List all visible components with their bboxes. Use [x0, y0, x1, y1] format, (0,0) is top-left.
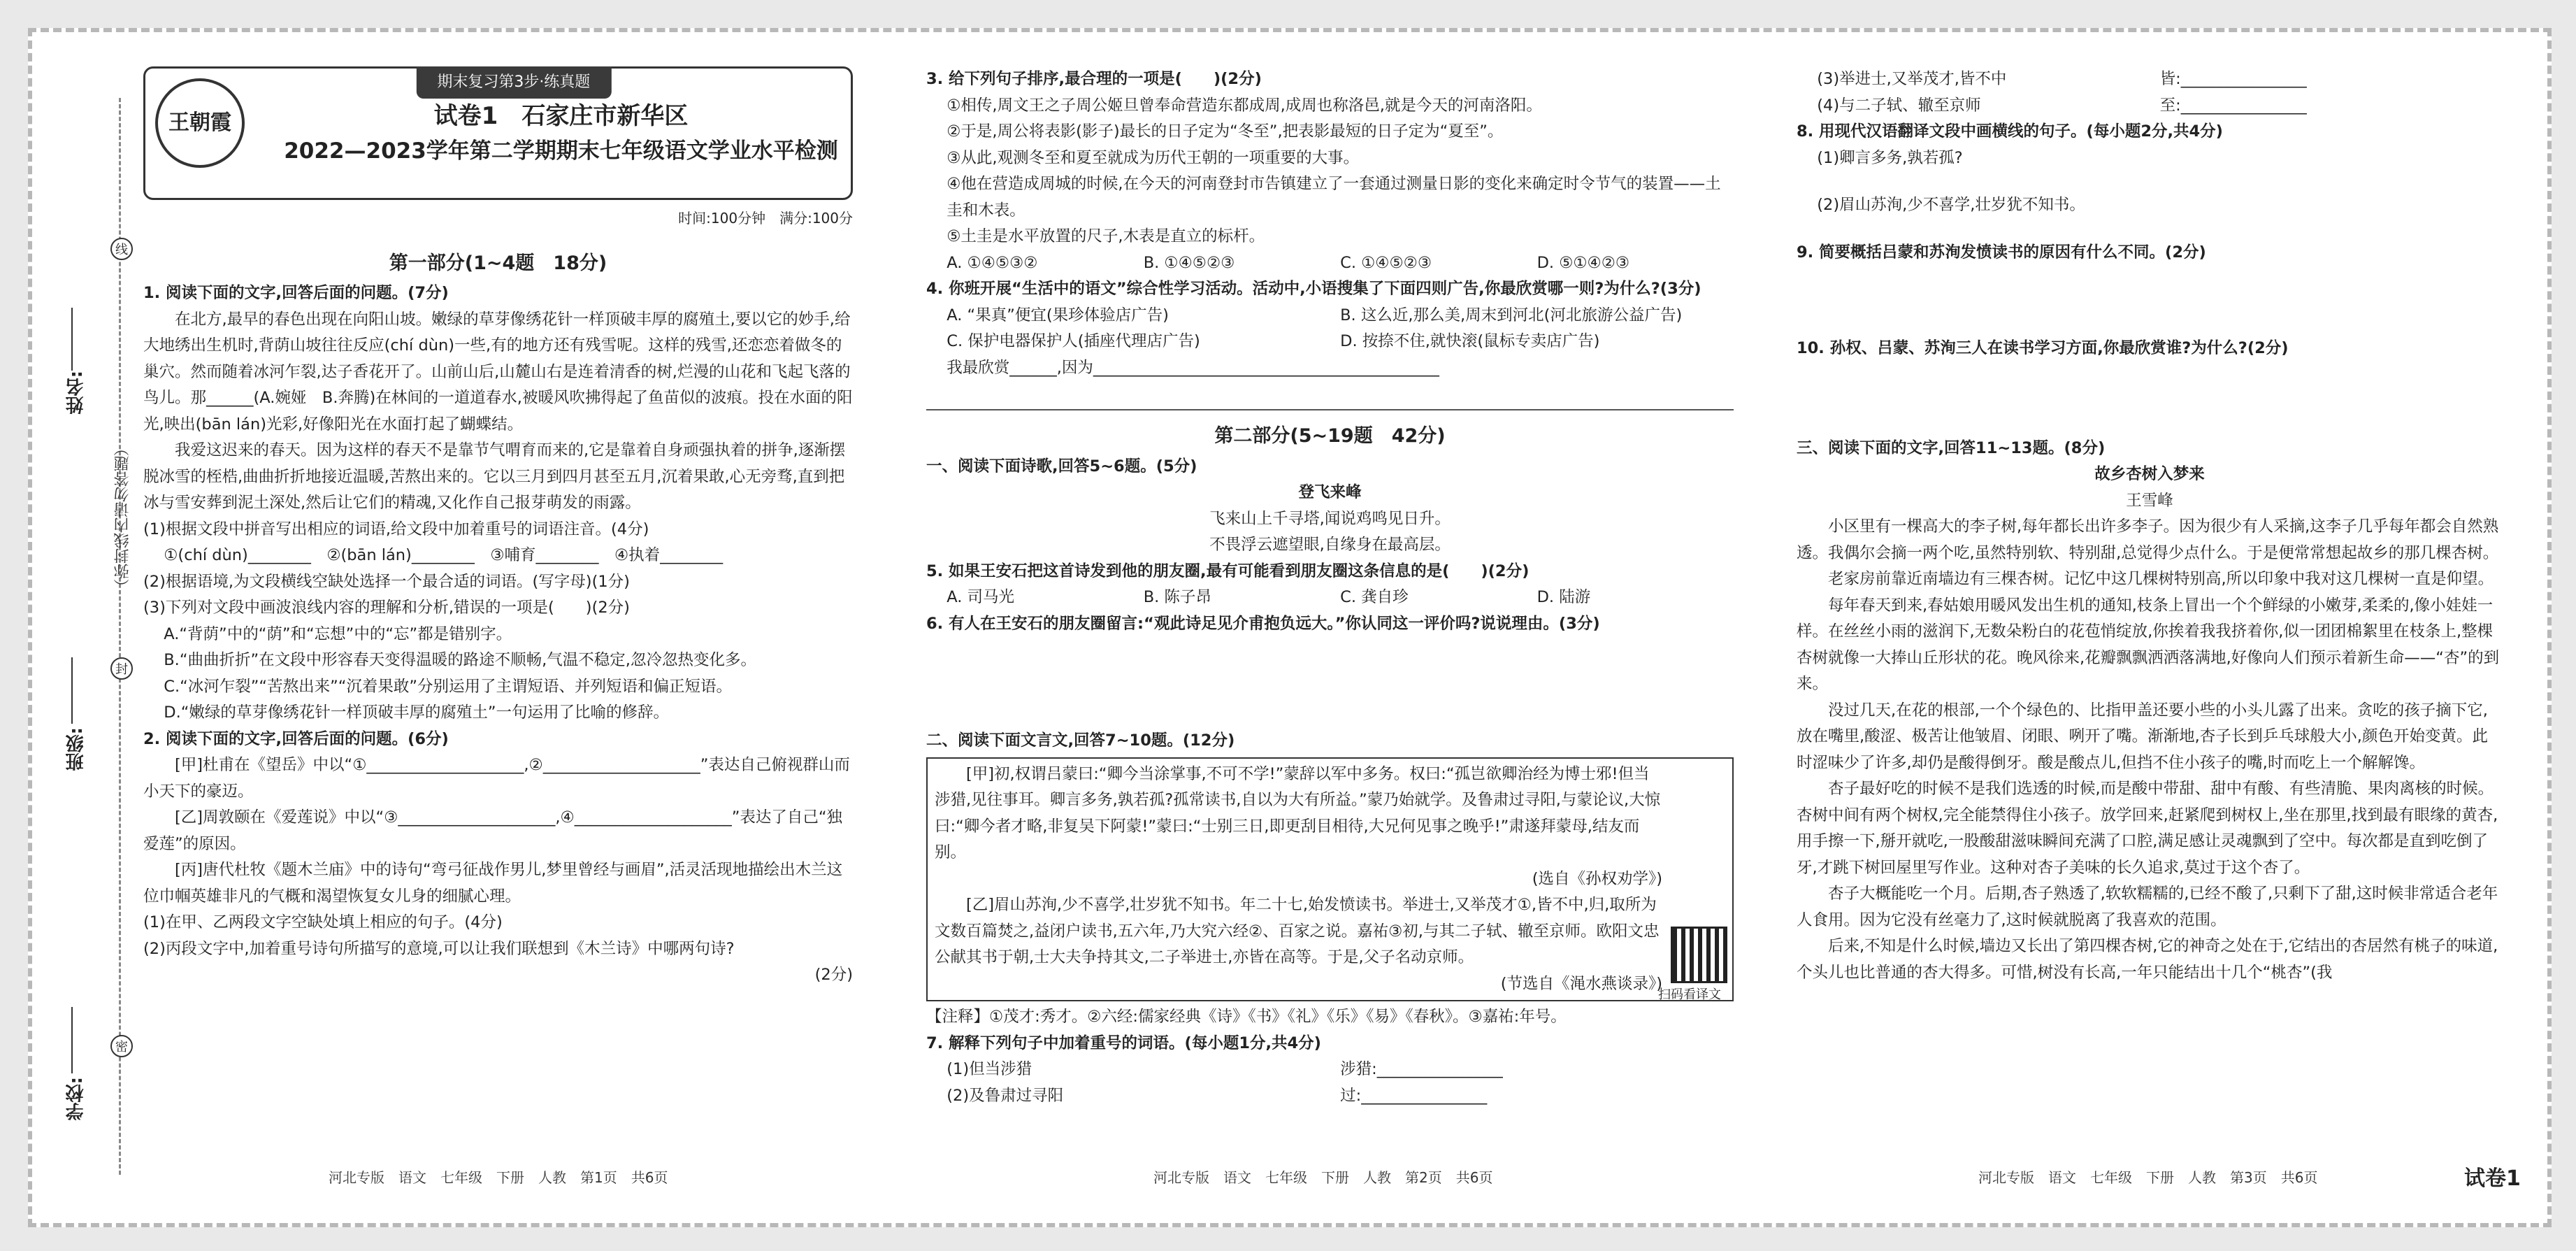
q8-item-2: (2)眉山苏洵,少不喜学,壮岁犹不知书。: [1817, 196, 2085, 214]
q4-option-b[interactable]: B. 这么近,那么美,周末到河北(河北旅游公益广告): [1340, 306, 1683, 324]
q2-title: 2. 阅读下面的文字,回答后面的问题。(6分): [143, 729, 449, 748]
name-label: 姓名:: [66, 371, 87, 415]
q7-row-2: [926, 1083, 1734, 1110]
q1-sub3-c: C.“冰河乍裂”“苦熬出来”“沉着果敢”分别运用了主谓短语、并列短语和偏正短语。: [164, 677, 733, 696]
q4-option-d[interactable]: D. 按捺不住,就快滚(鼠标专卖店广告): [1340, 332, 1600, 350]
q2-sub1: (1)在甲、乙两段文字空缺处填上相应的句子。(4分): [143, 913, 503, 931]
q4-answer-line[interactable]: 我最欣赏______,因为____________________________________________: [947, 358, 1439, 377]
q1-sub1-items: ①(chí dùn)________ ②(bān lán)________ ③哺育________ ④执着________: [164, 546, 724, 564]
footer-page-3: 河北专版 语文 七年级 下册 人教 第3页 共6页: [1978, 1169, 2318, 1186]
q1-sub3-d: D.“嫩绿的草芽像绣花针一样顶破丰厚的腐殖土”一句运用了比喻的修辞。: [164, 703, 670, 722]
q4-option-c[interactable]: C. 保护电器保护人(插座代理店广告): [947, 332, 1200, 350]
q7-row-4: [1797, 93, 2503, 120]
q7-blank-1[interactable]: 涉猎:________________: [1340, 1060, 1503, 1078]
qr-code[interactable]: [1671, 927, 1727, 983]
seal-mark-3: 密: [110, 1035, 133, 1057]
paper-label: 试卷1: [2464, 1166, 2521, 1191]
class-label: 班级:: [66, 727, 87, 771]
q1-passage-2: 我爱这迟来的春天。因为这样的春天不是靠节气喟育而来的,它是靠着自身顽强执着的拼争,逐渐摆脱冰雪的桎梏,曲曲折折地接近温暖,苦熬出来的。它以三月到四月甚至五月,沉着果敢,心无旁骛,直到把冰与雪安葬到泥土深处,然后让它们的精魂,又化作自己报芽萌发的雨露。: [143, 441, 846, 512]
q1-sub3-a: A.“背荫”中的“荫”和“忘想”中的“忘”都是错别字。: [164, 624, 512, 643]
text-yi: [乙]眉山苏洵,少不喜学,壮岁犹不知书。年二十七,始发愤读书。举进士,又举茂才①,皆不中,归,取所为文数百篇焚之,益闭户读书,五六年,乃大究六经②、百家之说。嘉祐③初,与其二子轼、辙至京师。欧阳文忠公献其书于朝,士大夫争持其文,二子举进士,亦皆在高等。于是,父子名动京师。: [935, 896, 1660, 966]
notes: 【注释】①茂才:秀才。②六经:儒家经典《诗》《书》《礼》《乐》《易》《春秋》。③嘉祐:年号。: [926, 1008, 1567, 1026]
poem-line-2: 不畏浮云遮望眼,自缘身在最高层。: [1209, 536, 1451, 554]
essay-paragraph-4: 没过几天,在花的根部,一个个绿色的、比指甲盖还要小些的小头儿露了出来。贪吃的孩子摘下它,放在嘴里,酸涩、极苦让他皱眉、闭眼、咧开了嘴。渐渐地,杏子长到乒乓球般大小,颜色开始变黄。此时涩味少了许多,却仍是酸得倒牙。酸是酸点儿,但挡不住小孩子的嘴,时而吃上一个解解馋。: [1797, 701, 2488, 772]
q2-sub2-score: (2分): [814, 966, 853, 984]
q8-answer-space-2[interactable]: [1797, 219, 2503, 240]
essay-paragraph-2: 老家房前靠近南墙边有三棵杏树。记忆中这几棵树特别高,所以印象中我对这几棵树一直是仰望。: [1828, 570, 2494, 588]
footer-page-1: 河北专版 语文 七年级 下册 人教 第1页 共6页: [329, 1169, 668, 1186]
q7-item-2: (2)及鲁肃过寻阳: [947, 1086, 1064, 1105]
q3-sentence-2: ②于是,周公将表影(影子)最长的日子定为“冬至”,把表影最短的日子定为“夏至”。: [947, 122, 1504, 141]
q1-title: 1. 阅读下面的文字,回答后面的问题。(7分): [143, 284, 449, 302]
poem-title: 登飞来峰: [1298, 483, 1362, 501]
column-3: [1797, 66, 2503, 986]
footer-page-2: 河北专版 语文 七年级 下册 人教 第2页 共6页: [1153, 1169, 1493, 1186]
q4-title: 4. 你班开展“生活中的语文”综合性学习活动。活动中,小语搜集了下面四则广告,你最欣赏哪一则?为什么?(3分): [926, 280, 1701, 298]
sec1-title: 一、阅读下面诗歌,回答5~6题。(5分): [926, 457, 1197, 476]
time-info: 时间:100分钟 满分:100分: [678, 210, 853, 227]
q5-options: [926, 585, 1734, 611]
poem-line-1: 飞来山上千寻塔,闻说鸡鸣见日升。: [1209, 509, 1451, 528]
q7-item-4: (4)与二子轼、辙至京师: [1817, 96, 1981, 115]
school-label: 学校:: [66, 1077, 87, 1121]
column-1: [143, 66, 853, 989]
seal-mark-1: 线: [110, 238, 133, 260]
q3-option-a[interactable]: A. ①④⑤③②: [947, 253, 1038, 272]
q7-blank-4[interactable]: 至:________________: [2159, 96, 2307, 115]
q1-sub2: (2)根据语境,为文段横线空缺处选择一个最合适的词语。(写字母)(1分): [143, 572, 630, 591]
q2-yi: [乙]周敦颐在《爱莲说》中以“③____________________,④____________________”表达了自己“独爱莲”的原因。: [143, 808, 843, 853]
q7-title: 7. 解释下列句子中加着重号的词语。(每小题1分,共4分): [926, 1034, 1321, 1052]
q2-bing: [丙]唐代杜牧《题木兰庙》中的诗句“弯弓征战作男儿,梦里曾经与画眉”,活灵活现地描绘出木兰这位巾帼英雄非凡的气概和渴望恢复女儿身的细腻心理。: [143, 861, 843, 906]
q6-title: 6. 有人在王安石的朋友圈留言:“观此诗足见介甫抱负远大。”你认同这一评价吗?说说理由。(3分): [926, 614, 1600, 633]
text-jia-source: (选自《孙权劝学》): [1532, 869, 1662, 888]
qr-label: 扫码看译文: [1658, 987, 1721, 1002]
q3-sentence-4: ④他在营造成周城的时候,在今天的河南登封市告镇建立了一套通过测量日影的变化来确定时令节气的装置——土圭和木表。: [947, 175, 1721, 220]
q3-sentence-1: ①相传,周文王之子周公姬旦曾奉命营造东都成周,成周也称洛邑,就是今天的河南洛阳。: [947, 96, 1542, 115]
q9-title: 9. 简要概括吕蒙和苏洵发愤读书的原因有什么不同。(2分): [1797, 243, 2206, 262]
q7-blank-3[interactable]: 皆:________________: [2159, 70, 2307, 88]
q4-option-a[interactable]: A. “果真”便宜(果珍体验店广告): [947, 306, 1169, 324]
binding-margin: [42, 42, 133, 1217]
q5-option-b[interactable]: B. 陈子昂: [1143, 588, 1211, 606]
q9-answer-space[interactable]: [1797, 266, 2503, 336]
q3-sentence-3: ③从此,观测冬至和夏至就成为历代王朝的一项重要的大事。: [947, 148, 1360, 167]
q5-title: 5. 如果王安石把这首诗发到他的朋友圈,最有可能看到朋友圈这条信息的是( )(2分): [926, 562, 1530, 580]
q7-row-1: [926, 1057, 1734, 1083]
q3-title: 3. 给下列句子排序,最合理的一项是( )(2分): [926, 70, 1262, 88]
q5-option-c[interactable]: C. 龚自珍: [1340, 588, 1409, 606]
essay-paragraph-3: 每年春天到来,春姑娘用暖风发出生机的通知,枝条上冒出一个个鲜绿的小嫩芽,柔柔的,像小娃娃一样。在丝丝小雨的滋润下,无数朵粉白的花苞悄绽放,你挨着我我挤着你,似一团团棉絮里在枝条上,整棵杏树就像一大捧山丘形状的花。晚风徐来,花瓣飘飘洒洒落满地,好像向人们预示着新生命——“杏”的到来。: [1797, 596, 2500, 693]
essay-paragraph-1: 小区里有一棵高大的李子树,每年都长出许多李子。因为很少有人采摘,这李子几乎每年都会自然熟透。我偶尔会摘一两个吃,虽然特别软、特别甜,总觉得少点什么。于是便常常想起故乡的那几棵杏树。: [1797, 517, 2499, 562]
q7-blank-2[interactable]: 过:________________: [1340, 1086, 1488, 1105]
q1-passage-1: 在北方,最早的春色出现在向阳山坡。嫩绿的草芽像绣花针一样顶破丰厚的腐殖土,要以它的妙手,给大地绣出生机时,背荫山坡往往反应(chí dùn)一些,有的地方还有残雪呢。这样的残雪,还恋恋着做冬的巢穴。然而随着冰河乍裂,达子香花开了。山前山后,山麓山右是连着清香的树,烂漫的山花和飞起飞落的鸟儿。那______(A.婉娅 B.奔腾)在林间的一道道春水,被暖风吹拂得起了鱼苗似的波痕。投在水面的阳光,映出(bān lán)光彩,好像阳光在水面打起了蝴蝶结。: [143, 310, 853, 434]
sec3-title: 三、阅读下面的文字,回答11~13题。(8分): [1797, 438, 2106, 457]
q2-jia: [甲]杜甫在《望岳》中以“①____________________,②____________________”表达自己俯视群山而小天下的豪迈。: [143, 756, 850, 801]
q1-sub1: (1)根据文段中拼音写出相应的词语,给文段中加着重号的词语注音。(4分): [143, 520, 649, 538]
q5-option-d[interactable]: D. 陆游: [1537, 588, 1591, 606]
q4-extra-line[interactable]: [926, 381, 1734, 410]
essay-paragraph-7: 后来,不知是什么时候,墙边又长出了第四棵杏树,它的神奇之处在于,它结出的杏居然有桃子的味道,个头儿也比普通的杏大得多。可惜,树没有长高,一年只能结出十几个“桃杏”(我: [1797, 937, 2498, 982]
text-yi-source: (节选自《渑水燕谈录》): [1500, 974, 1662, 993]
text-jia: [甲]初,权谓吕蒙曰:“卿今当涂掌事,不可不学!”蒙辞以军中多务。权曰:“孤岂欲卿治经为博士邪!但当涉猎,见往事耳。卿言多务,孰若孤?孤常读书,自以为大有所益。”蒙乃始就学。及鲁肃过寻阳,与蒙论议,大惊曰:“卿今者才略,非复吴下阿蒙!”蒙曰:“士别三日,即更刮目相待,大兄何见事之晚乎!”肃遂拜蒙母,结友而别。: [935, 764, 1661, 862]
q8-title: 8. 用现代汉语翻译文段中画横线的句子。(每小题2分,共4分): [1797, 122, 2223, 141]
exam-header: [143, 66, 853, 200]
essay-paragraph-5: 杏子最好吃的时候不是我们选透的时候,而是酸中带甜、甜中有酸、有些清脆、果肉离核的时候。杏树中间有两个树权,完全能禁得住小孩子。放学回来,赶紧爬到树权上,坐在那里,找到最有眼缘的黄杏,用手擦一下,掰开就吃,一股酸甜滋味瞬间充满了口腔,满足感让灵魂飘到了空中。每次都是直到吃倒了牙,才跳下树回屋里写作业。这种对杏子美味的长久追求,莫过于这个杏了。: [1797, 780, 2498, 877]
q5-option-a[interactable]: A. 司马光: [947, 588, 1015, 606]
step-badge: 期末复习第3步·练真题: [416, 66, 611, 99]
seal-note: （弥封线内请勿答题）: [114, 441, 131, 594]
exam-subtitle: 2022—2023学年第二学期期末七年级语文学业水平检测: [284, 138, 838, 164]
essay-paragraph-6: 杏子大概能吃一个月。后期,杏子熟透了,软软糯糯的,已经不酸了,只剩下了甜,这时候非常适合老年人食用。因为它没有丝毫力了,这时候就脱离了我喜欢的范围。: [1797, 885, 2498, 929]
q7-item-1: (1)但当涉猎: [947, 1060, 1032, 1078]
essay-author: 王雪峰: [2126, 491, 2173, 510]
q8-item-1: (1)卿言多务,孰若孤?: [1817, 148, 1963, 167]
q3-option-d[interactable]: D. ⑤①④②③: [1537, 253, 1630, 272]
part2-title: 第二部分(5~19题 42分): [1214, 425, 1446, 447]
q7-item-3: (3)举进士,又举茂才,皆不中: [1817, 70, 2007, 88]
column-2: [926, 66, 1734, 1109]
name-line: [71, 308, 73, 371]
brand-logo: 王朝霞: [155, 78, 245, 168]
q3-option-c[interactable]: C. ①④⑤②③: [1340, 253, 1432, 272]
q6-answer-space[interactable]: [926, 637, 1734, 728]
q4-options: [926, 303, 1734, 355]
q8-answer-space-1[interactable]: [1797, 171, 2503, 192]
sec2-title: 二、阅读下面文言文,回答7~10题。(12分): [926, 731, 1235, 750]
q3-option-b[interactable]: B. ①④⑤②③: [1143, 253, 1235, 272]
seal-mark-2: 封: [110, 657, 133, 680]
school-line: [71, 1007, 73, 1073]
part1-title: 第一部分(1~4题 18分): [389, 252, 607, 274]
q1-sub3: (3)下列对文段中画波浪线内容的理解和分析,错误的一项是( )(2分): [143, 599, 630, 617]
q7-row-3: [1797, 66, 2503, 93]
q1-sub3-b: B.“曲曲折折”在文段中形容春天变得温暖的路途不顺畅,气温不稳定,忽冷忽热变化多。: [164, 651, 756, 669]
q3-sentence-5: ⑤土圭是水平放置的尺子,木表是直立的标杆。: [947, 227, 1265, 245]
classical-text-box: [926, 757, 1734, 1002]
q10-title: 10. 孙权、吕蒙、苏洵三人在读书学习方面,你最欣赏谁?为什么?(2分): [1797, 339, 2289, 357]
essay-title: 故乡杏树入梦来: [2094, 465, 2205, 483]
q2-sub2: (2)丙段文字中,加着重号诗句所描写的意境,可以让我们联想到《木兰诗》中哪两句诗?: [143, 939, 735, 958]
exam-title: 试卷1 石家庄市新华区: [433, 102, 689, 130]
class-line: [71, 657, 73, 724]
q10-answer-space[interactable]: [1797, 362, 2503, 436]
q3-options: [926, 250, 1734, 277]
